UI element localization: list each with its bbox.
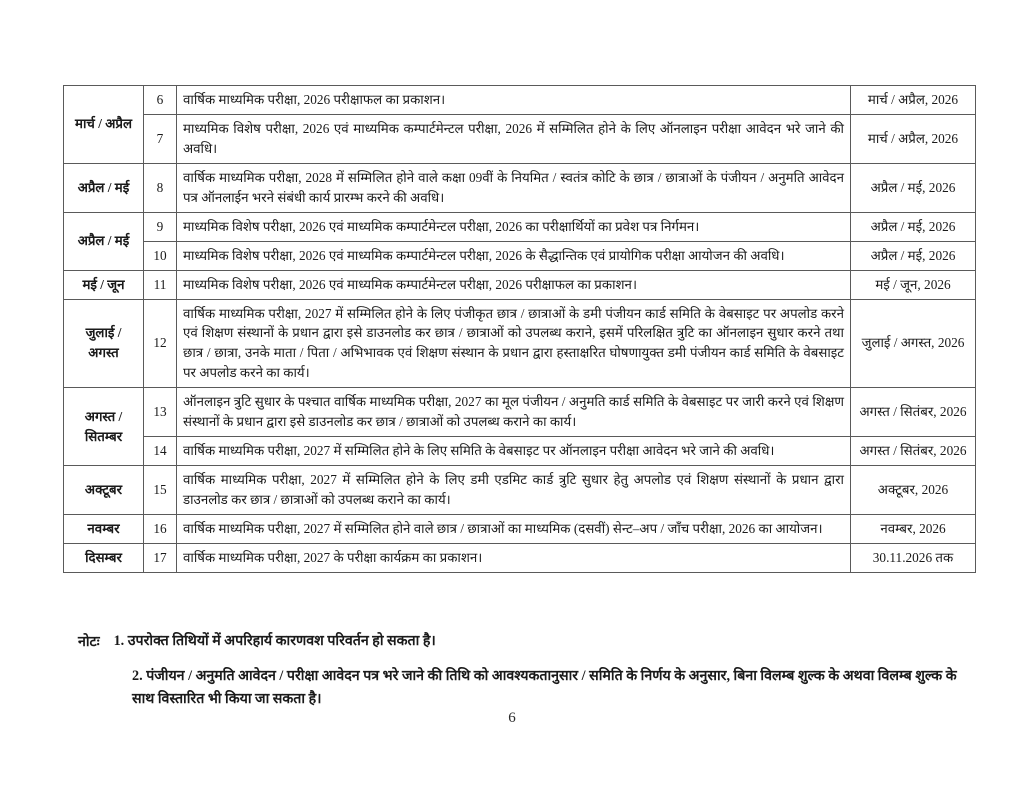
period-cell: अप्रैल / मई, 2026 [851, 241, 976, 270]
serial-number-cell: 9 [144, 212, 177, 241]
serial-number-cell: 12 [144, 299, 177, 388]
period-cell: 30.11.2026 तक [851, 543, 976, 572]
description-cell: माध्यमिक विशेष परीक्षा, 2026 एवं माध्यमिक कम्पार्टमेन्टल परीक्षा, 2026 का परीक्षार्थियों का प्रवेश पत्र निर्गमन। [177, 212, 851, 241]
description-cell: वार्षिक माध्यमिक परीक्षा, 2026 परीक्षाफल का प्रकाशन। [177, 86, 851, 115]
description-cell: माध्यमिक विशेष परीक्षा, 2026 एवं माध्यमिक कम्पार्टमेन्टल परीक्षा, 2026 में सम्मिलित होने के लिए ऑनलाइन परीक्षा आवेदन भरे जाने की अवधि। [177, 114, 851, 163]
note-row-1 [78, 630, 978, 653]
serial-number-cell: 7 [144, 114, 177, 163]
exam-schedule-table [63, 85, 976, 573]
period-cell: मई / जून, 2026 [851, 270, 976, 299]
serial-number-cell: 8 [144, 163, 177, 212]
table-row [64, 543, 976, 572]
table-row [64, 114, 976, 163]
serial-number-cell: 15 [144, 466, 177, 515]
month-cell: जुलाई / अगस्त [64, 299, 144, 388]
serial-number-cell: 6 [144, 86, 177, 115]
serial-number-cell: 17 [144, 543, 177, 572]
description-cell: ऑनलाइन त्रुटि सुधार के पश्चात वार्षिक माध्यमिक परीक्षा, 2027 का मूल पंजीयन / अनुमति कार्ड समिति के वेबसाइट पर जारी करने एवं शिक्षण संस्थानों के प्रधान द्वारा इसे डाउनलोड कर छात्र / छात्राओं को उपलब्ध कराने का कार्य। [177, 388, 851, 437]
table-row [64, 163, 976, 212]
period-cell: अप्रैल / मई, 2026 [851, 212, 976, 241]
table-row [64, 241, 976, 270]
table-row [64, 299, 976, 388]
note-item-1: 1. उपरोक्त तिथियों में अपरिहार्य कारणवश परिवर्तन हो सकता है। [113, 633, 436, 649]
description-cell: माध्यमिक विशेष परीक्षा, 2026 एवं माध्यमिक कम्पार्टमेन्टल परीक्षा, 2026 के सैद्धान्तिक एवं प्रायोगिक परीक्षा आयोजन की अवधि। [177, 241, 851, 270]
period-cell: अक्टूबर, 2026 [851, 466, 976, 515]
month-cell: अप्रैल / मई [64, 212, 144, 270]
month-cell: मई / जून [64, 270, 144, 299]
description-cell: वार्षिक माध्यमिक परीक्षा, 2027 के परीक्षा कार्यक्रम का प्रकाशन। [177, 543, 851, 572]
description-cell: वार्षिक माध्यमिक परीक्षा, 2027 में सम्मिलित होने के लिए डमी एडमिट कार्ड त्रुटि सुधार हेतु अपलोड एवं शिक्षण संस्थानों के प्रधान द्वारा डाउनलोड कर छात्र / छात्राओं को उपलब्ध कराने का कार्य। [177, 466, 851, 515]
page-number: 6 [508, 710, 516, 726]
period-cell: अगस्त / सितंबर, 2026 [851, 437, 976, 466]
description-cell: वार्षिक माध्यमिक परीक्षा, 2027 में सम्मिलित होने वाले छात्र / छात्राओं का माध्यमिक (दसवीं) सेन्ट–अप / जाँच परीक्षा, 2026 का आयोजन। [177, 514, 851, 543]
period-cell: अगस्त / सितंबर, 2026 [851, 388, 976, 437]
month-cell: मार्च / अप्रैल [64, 86, 144, 164]
table-row [64, 388, 976, 437]
table-row [64, 86, 976, 115]
table-row [64, 212, 976, 241]
table-row [64, 437, 976, 466]
note-item-2: 2. पंजीयन / अनुमति आवेदन / परीक्षा आवेदन पत्र भरे जाने की तिथि को आवश्यकतानुसार / समिति के निर्णय के अनुसार, बिना विलम्ब शुल्क के अथवा विलम्ब शुल्क के साथ विस्तारित भी किया जा सकता है। [132, 668, 957, 707]
period-cell: अप्रैल / मई, 2026 [851, 163, 976, 212]
description-cell: वार्षिक माध्यमिक परीक्षा, 2028 में सम्मिलित होने वाले कक्षा 09वीं के नियमित / स्वतंत्र कोटि के छात्र / छात्राओं के पंजीयन / अनुमति आवेदन पत्र ऑनलाईन भरने संबंधी कार्य प्रारम्भ करने की अवधि। [177, 163, 851, 212]
month-cell: नवम्बर [64, 514, 144, 543]
period-cell: नवम्बर, 2026 [851, 514, 976, 543]
description-cell: माध्यमिक विशेष परीक्षा, 2026 एवं माध्यमिक कम्पार्टमेन्टल परीक्षा, 2026 परीक्षाफल का प्रकाशन। [177, 270, 851, 299]
table-row [64, 466, 976, 515]
description-cell: वार्षिक माध्यमिक परीक्षा, 2027 में सम्मिलित होने के लिए समिति के वेबसाइट पर ऑनलाइन परीक्षा आवेदन भरे जाने की अवधि। [177, 437, 851, 466]
description-cell: वार्षिक माध्यमिक परीक्षा, 2027 में सम्मिलित होने के लिए पंजीकृत छात्र / छात्राओं के डमी पंजीयन कार्ड समिति के वेबसाइट पर अपलोड करने एवं शिक्षण संस्थानों के प्रधान द्वारा इसे डाउनलोड कर छात्र / छात्राओं को उपलब्ध कराने, इसमें परिलक्षित त्रुटि का ऑनलाइन सुधार करने तथा छात्र / छात्रा, उनके माता / पिता / अभिभावक एवं शिक्षण संस्थान के प्रधान द्वारा हस्ताक्षरित घोषणायुक्त डमी पंजीयन कार्ड समिति के वेबसाइट पर अपलोड करने का कार्य। [177, 299, 851, 388]
table-row [64, 270, 976, 299]
table-row [64, 514, 976, 543]
month-cell: अगस्त / सितम्बर [64, 388, 144, 466]
month-cell: अप्रैल / मई [64, 163, 144, 212]
serial-number-cell: 11 [144, 270, 177, 299]
month-cell: अक्टूबर [64, 466, 144, 515]
notes-label: नोटः [78, 634, 100, 650]
serial-number-cell: 13 [144, 388, 177, 437]
period-cell: मार्च / अप्रैल, 2026 [851, 86, 976, 115]
notes-section [78, 630, 978, 710]
period-cell: जुलाई / अगस्त, 2026 [851, 299, 976, 388]
schedule-table-body [64, 86, 976, 573]
serial-number-cell: 10 [144, 241, 177, 270]
month-cell: दिसम्बर [64, 543, 144, 572]
serial-number-cell: 14 [144, 437, 177, 466]
period-cell: मार्च / अप्रैल, 2026 [851, 114, 976, 163]
serial-number-cell: 16 [144, 514, 177, 543]
